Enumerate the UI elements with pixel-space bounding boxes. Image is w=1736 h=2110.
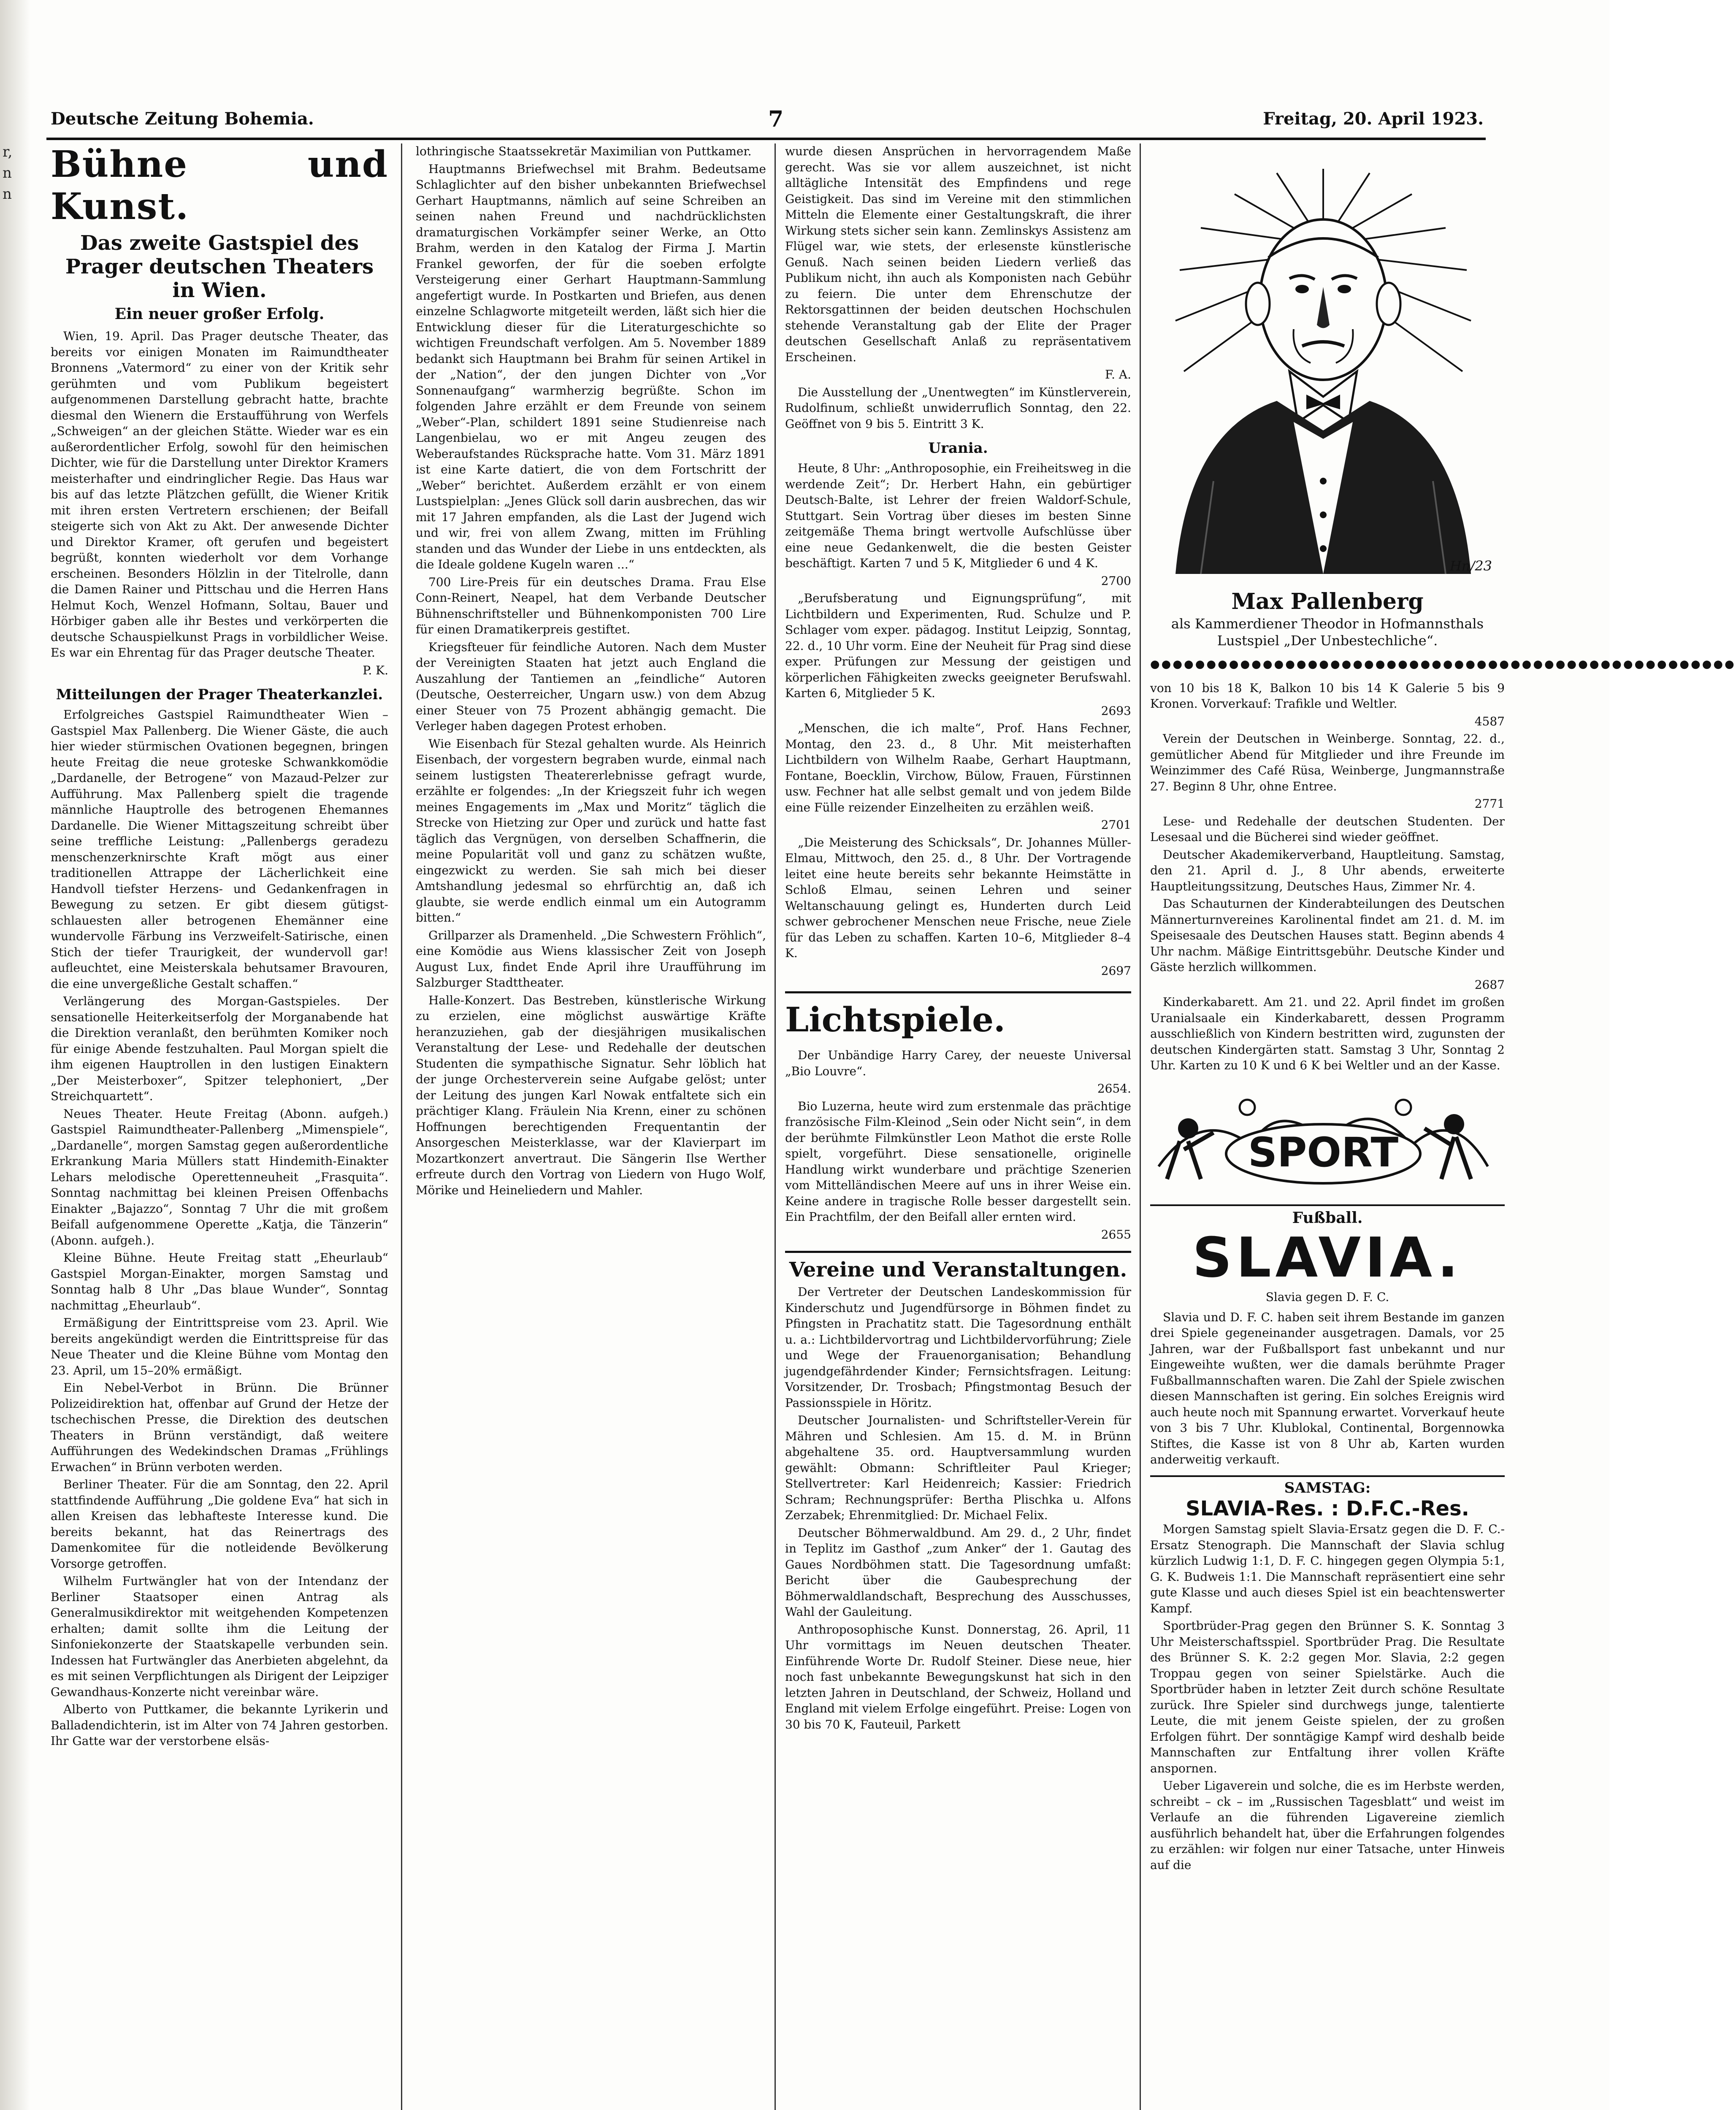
page-number: 7 xyxy=(768,106,784,132)
article-paragraph: lothringische Staatssekretär Maximilian von Puttkamer. xyxy=(416,144,752,158)
caricature-drawing xyxy=(1150,160,1496,582)
article-paragraph: Die Ausstellung der „Unentwegten“ im Künstlerverein, Rudolfinum, schließt unwiderruflich Sonntag, den 22. Geöffnet von 9 bis 5. Eintritt 3 K. xyxy=(785,385,1131,431)
article-signature: F. A. xyxy=(1105,368,1131,381)
article-paragraph: Sportbrüder-Prag gegen den Brünner S. K. Sonntag 3 Uhr Meisterschaftsspiel. Sportbrüder Prag. Die Resultate des Brünner S. K. 2:2 gegen Mor. Slavia, 2:2 gegen Troppau gegen von seiner Spielstärke. Auch die Sportbrüder haben in letzter Zeit durch schöne Resultate zurück. Ihre Spieler sind durchwegs junge, talentierte Leute, die mit jenem Geiste spielen, der zu großen Erfolgen führt. Der sonntägige Kampf wird deshalb beide Mannschaften zur Entfaltung ihrer vollen Kräfte anspornen. xyxy=(1150,1619,1505,1775)
match-headline: SLAVIA-Res. : D.F.C.-Res. xyxy=(1186,1497,1469,1520)
article-paragraph: von 10 bis 18 K, Balkon 10 bis 14 K Galerie 5 bis 9 Kronen. Vorverkauf: Trafikle und Weltler. xyxy=(1150,681,1505,711)
ad-number: 2655 xyxy=(1101,1227,1131,1242)
article-paragraph: Anthroposophische Kunst. Donnerstag, 26. April, 11 Uhr vormittags im Neuen deutschen Theater. Einführende Worte Dr. Rudolf Steiner. Diese neue, hier noch fast unbekannte Bewegungskunst hat sich in den letzten Jahren in Deutschland, der Schweiz, Holland und England mit vielem Erfolge eingeführt. Preise: Logen von 30 bis 70 K, Fauteuil, Parkett xyxy=(785,1622,1131,1731)
article-paragraph: Wien, 19. April. Das Prager deutsche Theater, das bereits vor einigen Monaten im Raimundtheater Bronnens „Vatermord“ zu einer von der Kritik sehr gerühmten und vom Publikum begeistert aufgenommenen Darstellung gebracht hatte, brachte diesmal den Wienern die Erstaufführung von Werfels „Schweigen“ an der gleichen Stätte. Wieder war es ein außerordentlicher Erfolg, sowohl für den heimischen Dichter, wie für die Darstellung unter Direktor Kramers meisterhafter und eindringlicher Regie. Das Haus war bis auf das letzte Plätzchen gefüllt, die Wiener Kritik mit ihren ersten Vertretern erschienen; der Beifall steigerte sich von Akt zu Akt. Der anwesende Dichter und Direktor Kramer, oft gerufen und begeistert begrüßt, konnten wiederholt vor dem Vorhange erscheinen. Besonders Hölzlin in der Titelrolle, dann die Damen Rainer und Pittschau und die Herren Hans Helmut Koch, Wenzel Hofmann, Soltau, Bauer und Hörbiger gaben alle ihr Bestes und verkörperten die deutsche Schauspielkunst Prags in vorbildlicher Weise. Es war ein Ehrentag für das Prager deutsche Theater. xyxy=(51,329,388,660)
article-paragraph: Wie Eisenbach für Stezal gehalten wurde. Als Heinrich Eisenbach, der vorgestern begraben wurde, einmal nach seinem lustigsten Theatererlebnisse gefragt wurde, erzählte er folgendes: „In der Kriegszeit fuhr ich wegen meines Engagements im „Max und Moritz“ täglich die Strecke von Hietzing zur Oper und zurück und hatte fast täglich das Vergnügen, von derselben Schaffnerin, die meine Popularität voll und ganz zu schätzen wußte, eingezwickt zu werden. Sie sah mich bei dieser Amtshandlung jedesmal so ehrfürchtig an, daß ich glaubte, sie werde endlich einmal um ein Autogramm bitten.“ xyxy=(416,736,766,925)
article-paragraph: „Berufsberatung und Eignungsprüfung“, mit Lichtbildern und Experimenten, Rud. Schulze und P. Schlager vom exper. pädagog. Institut Leipzig, Sonntag, 22. d., 10 Uhr vorm. Eine der Neuheit für Prag sind diese exper. Prüfungen zur Messung der geistigen und körperlichen Fähigkeiten zwecks geeigneter Berufswahl. Karten 6, Mitglieder 5 K. xyxy=(785,591,1131,700)
artist-signature: Hn/23 xyxy=(1449,557,1492,574)
article-paragraph: Slavia und D. F. C. haben seit ihrem Bestande im ganzen drei Spiele gegeneinander ausgetragen. Damals, vor 25 Jahren, war der Fußballsport fast unbekannt und nur Eingeweihte wußten, wer die damals berühmte Prager Fußballmannschaften waren. Die Zahl der Spiele zwischen diesen Mannschaften ist gering. Ein solches Ereignis wird auch heute noch mit Spannung erwartet. Vorverkauf heute von 3 bis 7 Uhr. Klublokal, Continental, Borgennowka Stiftes, die Kasse ist von 8 Uhr ab, Karten wurden anderweitig verkauft. xyxy=(1150,1310,1505,1466)
article-paragraph: Deutscher Journalisten- und Schriftsteller-Verein für Mähren und Schlesien. Am 15. d. M. in Brünn abgehaltene 35. ord. Hauptversammlung wurden gewählt: Obmann: Schriftleiter Paul Krieger; Stellvertreter: Karl Heidenreich; Kassier: Friedrich Schram; Rechnungsprüfer: Bertha Plischka u. Alfons Zerzabek; Ehrenmitglied: Dr. Michael Felix. xyxy=(785,1413,1131,1522)
article-paragraph: Halle-Konzert. Das Bestreben, künstlerische Wirkung zu erzielen, eine möglichst auswärtige Kräfte heranzuziehen, gab der diesjährigen musikalischen Veranstaltung der Lese- und Redehalle der deutschen Studenten die sympathische Signatur. Sehr löblich hat der junge Orchesterverein seine Aufgabe gelöst; unter der Leitung des jungen Karl Nowak entfaltete sich ein prächtiger Klang. Fräulein Nia Krenn, einer zu schönen Hoffnungen berechtigenden Frequentantin der Ansorgeschen Meisterklasse, war der Klavierpart im Mozartkonzert anvertraut. Die Sängerin Ilse Werther erfreute durch den Vortrag von Liedern von Hugo Wolf, Mörike und Heineliedern und Mahler. xyxy=(416,993,766,1197)
article-paragraph: Erfolgreiches Gastspiel Raimundtheater Wien – Gastspiel Max Pallenberg. Die Wiener Gäste, die auch hier wieder stürmischen Ovationen begegnen, bringen heute Freitag die neue groteske Schwankkomödie „Dardanelle, der Betrogene“ von Mazaud-Pelzer zur Aufführung. Max Pallenberg spielt die tragende männliche Hauptrolle des betrogenen Ehemannes Dardanelle. Die Wiener Mittagszeitung schreibt über seine treffliche Leistung: „Pallenbergs geradezu menschenzerknirschte Kraft mögt aus einer traditionellen Attrappe der Lächerlichkeit eine Handvoll tiefster Herzens- und Gedankenfragen in Bewegung zu setzen. Er gibt diesem gütigst-schlauesten aller betrogenen Ehemänner eine wundervolle Färbung ins Verzweifelt-Satirische, einen Stich der tiefer Traurigkeit, der wundervoll gar! aufleuchtet, eine Meisterskala behutsamer Bravouren, die eine unvergeßliche Gestalt schaffen.“ xyxy=(51,708,388,991)
column-3 xyxy=(785,143,1131,2110)
lichtspiele-heading: Lichtspiele. xyxy=(785,991,1131,1039)
sport-banner-illustration xyxy=(1150,1082,1496,1196)
ad-number: 2771 xyxy=(1474,797,1505,811)
caricature-caption-role: als Kammerdiener Theodor in Hofmannsthals Lustspiel „Der Unbestechliche“. xyxy=(1171,616,1484,649)
article-paragraph: Bio Luzerna, heute wird zum erstenmale das prächtige französische Film-Kleinod „Sein oder Nicht sein“, in dem der berühmte Filmkünstler Leon Mathot die erste Rolle spielt, vorgeführt. Diese sensationelle, originelle Handlung wirkt wunderbare und prächtige Szenerien vom Mittelländischen Meere auf uns in ihrer Weise ein. Keine andere in tragische Rolle besser dargestellt sein. Ein Prachtfilm, der den Beifall aller ernten wird. xyxy=(785,1099,1131,1224)
article-paragraph: Ueber Ligaverein und solche, die es im Herbste werden, schreibt – ck – im „Russischen Tagesblatt“ und weist im Verlaufe an die führenden Ligavereine ziemlich ausführlich behandelt hat, über die Erfahrungen folgendes zu erzählen: wir folgen nur einer Tatsache, unter Hinweis auf die xyxy=(1150,1779,1505,1872)
caricature-caption-name: Max Pallenberg xyxy=(1231,589,1424,614)
column-2 xyxy=(416,143,766,2110)
article-paragraph: Heute, 8 Uhr: „Anthroposophie, ein Freiheitsweg in die werdende Zeit“; Dr. Herbert Hahn, ein gebürtiger Deutsch-Balte, ist Lehrer der freien Waldorf-Schule, Stuttgart. Sein Vortrag über dieses im besten Sinne zeitgemäße Thema bringt wertvolle Aufschlüsse über eine neue Gedankenwelt, die die besten Geister beschäftigt. Karten 7 und 5 K, Mitglieder 6 und 4 K. xyxy=(785,461,1131,570)
article-paragraph: Berliner Theater. Für die am Sonntag, den 22. April stattfindende Aufführung „Die goldene Eva“ hat sich in allen Kreisen das lebhafteste Interesse kund. Die bereits bekannt, hat das Reinertrags des Damenkomitee für die notleidende Bevölkerung Vorsorge getroffen. xyxy=(51,1477,388,1571)
article-paragraph: Neues Theater. Heute Freitag (Abonn. aufgeh.) Gastspiel Raimundtheater-Pallenberg „Mimenspiele“, „Dardanelle“, morgen Samstag gegen außerordentliche Erkrankung Maria Müllers statt Hindemith-Einakter Lehars melodische Operettenneuheit „Frasquita“. Sonntag nachmittag bei kleinen Preisen Offenbachs Einakter „Bajazzo“, Sonntag 7 Uhr die mit großem Beifall aufgenommene Operette „Katja, die Tänzerin“ (Abonn. aufgeh.). xyxy=(51,1106,388,1247)
article-paragraph: Deutscher Böhmerwaldbund. Am 29. d., 2 Uhr, findet in Teplitz im Gasthof „zum Anker“ der 1. Gautag des Gaues Nordböhmen statt. Die Tagesordnung umfaßt: Bericht über die Gaubesprechung der Böhmerwaldlandschaft, Besprechung des Ausschusses, Wahl der Gauleitung. xyxy=(785,1526,1131,1619)
article-paragraph: Kleine Bühne. Heute Freitag statt „Eheurlaub“ Gastspiel Morgan-Einakter, morgen Samstag und Sonntag halb 8 Uhr „Das blaue Wunder“, Sonntag nachmittag „Eheurlaub“. xyxy=(51,1251,388,1312)
article-paragraph: wurde diesen Ansprüchen in hervorragendem Maße gerecht. Was sie vor allem auszeichnet, ist nicht alltägliche Intensität des Empfindens und rege Geistigkeit. Das sind im Vereine mit den stimmlichen Mitteln die Elemente einer Gestaltungskraft, die ihrer Wirkung stets sicher sein kann. Zemlinskys Assistenz am Flügel war, wie stets, der erlesenste künstlerische Genuß. Nach seinen beiden Liedern verließ das Publikum nicht, ihn auch als Komponisten nach Gebühr zu feiern. Die unter dem Ehrenschutze der Rektorsgattinnen der beiden deutschen Hochschulen stehende Veranstaltung gab der Elite der Prager deutschen Gesellschaft Anlaß zu repräsentativem Erscheinen. xyxy=(785,144,1131,364)
page-header xyxy=(51,106,1484,134)
ad-number: 2701 xyxy=(1101,818,1131,832)
binding-mark: n xyxy=(3,165,12,181)
samstag-heading: SAMSTAG: xyxy=(1150,1475,1505,1496)
article-subtitle: Ein neuer großer Erfolg. xyxy=(114,305,325,323)
article-paragraph: Hauptmanns Briefwechsel mit Brahm. Bedeutsame Schlaglichter auf den bisher unbekannten Briefwechsel Gerhart Hauptmanns, nämlich auf seine Schreiben an seinen nahen Freund und nachdrücklichsten dramaturgischen Vorkämpfer seiner Werke, an Otto Brahm, werden in den Katalog der Firma J. Martin Frankel geworfen, der für die soeben erfolgte Versteigerung einer Gerhart Hauptmann-Sammlung angefertigt wurde. In Postkarten und Briefen, aus denen einzelne Schlagworte mitgeteilt werden, läßt sich hier die Entwicklung dieser für die Literaturgeschichte so wichtigen Freundschaft verfolgen. Am 5. November 1889 bedankt sich Hauptmann bei Brahm für seinen Artikel in der „Nation“, der den jungen Dichter von „Vor Sonnenaufgang“ warmherzig begrüßte. Schon im folgenden Jahre erzählt er dem Freunde von seinem „Weber“-Plan, schildert 1891 seine Studienreise nach Langenbielau, wo er mit Angeu zeugen des Weberaufstandes Rücksprache hatte. Vom 31. März 1891 ist eine Karte datiert, die von dem Fortschritt der „Weber“ berichtet. Außerdem erzählt er von einem Lustspielplan: „Jenes Glück soll darin ausbrechen, das wir mit 17 Jahren empfanden, als die Last der Jugend wich und wir, frei von allem Zwang, mitten im Frühling standen und das Wunder der Liebe in uns entdeckten, als die Ideale goldene Kugeln waren ...“ xyxy=(416,162,766,571)
slavia-headline: SLAVIA. xyxy=(1192,1225,1462,1290)
column-1 xyxy=(51,143,388,2110)
binding-mark: r, xyxy=(3,143,13,160)
article-paragraph: Kinderkabarett. Am 21. und 22. April findet im großen Uranialsaale ein Kinderkabarett, dessen Programm ausschließlich von Kindern bestritten wird, zugunsten der deutschen Kindergärten statt. Samstag 3 Uhr, Sonntag 2 Uhr. Karten zu 10 K und 6 K bei Weltler und an der Kasse. xyxy=(1150,995,1505,1072)
article-paragraph: 700 Lire-Preis für ein deutsches Drama. Frau Else Conn-Reinert, Neapel, hat dem Verbande Deutscher Bühnenschriftsteller und Bühnenkomponisten 700 Lire für einen Dramatikerpreis gestiftet. xyxy=(416,575,766,636)
ad-number: 2697 xyxy=(1101,963,1131,978)
column-rule xyxy=(401,143,402,2110)
article-paragraph: Alberto von Puttkamer, die bekannte Lyrikerin und Balladendichterin, ist im Alter von 74 Jahren gestorben. Ihr Gatte war der verstorbene elsäs- xyxy=(51,1702,388,1748)
slavia-subheading: Slavia gegen D. F. C. xyxy=(1265,1290,1389,1304)
section-rule xyxy=(1150,1204,1505,1206)
sport-banner xyxy=(1150,1082,1496,1196)
article-paragraph: Kriegsfteuer für feindliche Autoren. Nach dem Muster der Vereinigten Staaten hat jetzt auch England die Auszahlung der Tantiemen an „feindliche“ Autoren (Deutsche, Oesterreicher, Ungarn usw.) von dem Abzug einer Steuer von 75 Prozent abhängig gemacht. Die Verleger haben dagegen Protest erhoben. xyxy=(416,640,766,733)
article-headline: Das zweite Gastspiel des Prager deutschen Theaters in Wien. xyxy=(65,231,374,302)
sport-banner-label: SPORT xyxy=(1248,1128,1399,1176)
article-paragraph: Ermäßigung der Eintrittspreise vom 23. April. Wie bereits angekündigt werden die Eintrittspreise für das Neue Theater und die Kleine Bühne vom Montag den 23. April, um 15–20% ermäßigt. xyxy=(51,1316,388,1377)
column-4 xyxy=(1150,143,1736,2110)
pallenberg-caricature xyxy=(1150,160,1496,582)
article-paragraph: Verlängerung des Morgan-Gastspieles. Der sensationelle Heiterkeitserfolg der Morganabende hat die Direktion veranlaßt, den berühmten Komiker noch für einige Abende festzuhalten. Paul Morgan spielt die ihm eigenen Hauptrollen in den lustigen Einaktern „Der Meisterboxer“, Spitzer telephoniert, „Der Streichquartett“. xyxy=(51,994,388,1103)
article-paragraph: „Die Meisterung des Schicksals“, Dr. Johannes Müller-Elmau, Mittwoch, den 25. d., 8 Uhr. Der Vortragende leitet eine heute bereits sehr bekannte Heimstätte in Schloß Elmau, seinen Lehren und seiner Weltanschauung gelingt es, Hunderten durch Leid schwer gebrochener Menschen neue Frische, neue Ziele für das Leben zu schaffen. Karten 10–6, Mitglieder 8–4 K. xyxy=(785,835,1131,960)
column-rule xyxy=(1140,143,1141,2110)
fussball-heading: Fußball. xyxy=(1292,1209,1363,1227)
ad-number: 2687 xyxy=(1474,977,1505,992)
dotted-separator: ●●●●●●●●●●●●●●●●●●●●●●●●●●●●●●●●●●●●●●●●●●●●●●●●●●●● xyxy=(1150,658,1736,671)
article-signature: P. K. xyxy=(363,663,388,677)
header-rule xyxy=(46,138,1486,140)
section-title: Bühne und Kunst. xyxy=(51,143,388,228)
article-headline: Mitteilungen der Prager Theaterkanzlei. xyxy=(56,686,383,703)
article-paragraph: Der Unbändige Harry Carey, der neueste Universal „Bio Louvre“. xyxy=(785,1048,1131,1078)
article-paragraph: Verein der Deutschen in Weinberge. Sonntag, 22. d., gemütlicher Abend für Mitglieder und ihre Freunde im Weinzimmer des Café Rüsa, Weinberge, Jungmannstraße 27. Beginn 8 Uhr, ohne Entree. xyxy=(1150,732,1505,793)
article-paragraph: Das Schauturnen der Kinderabteilungen des Deutschen Männerturnvereines Karolinental findet am 21. d. M. im Speisesaale des Deutschen Hauses statt. Beginn abends 4 Uhr nachm. Mäßige Eintrittsgebühr. Deutsche Kinder und Gäste herzlich willkommen. xyxy=(1150,897,1505,974)
ad-number: 2693 xyxy=(1101,703,1131,718)
ad-number: 2700 xyxy=(1101,573,1131,588)
issue-date: Freitag, 20. April 1923. xyxy=(1263,109,1484,129)
binding-mark: n xyxy=(3,186,12,203)
ad-number: 2654. xyxy=(1097,1082,1131,1096)
article-paragraph: Deutscher Akademikerverband, Hauptleitung. Samstag, den 21. April d. J., 8 Uhr abends, erweiterte Hauptleitungssitzung, Deutsches Haus, Zimmer Nr. 4. xyxy=(1150,847,1505,893)
article-paragraph: Lese- und Redehalle der deutschen Studenten. Der Lesesaal und die Bücherei sind wieder geöffnet. xyxy=(1150,814,1505,844)
article-paragraph: „Menschen, die ich malte“, Prof. Hans Fechner, Montag, den 23. d., 8 Uhr. Mit meisterhaften Lichtbildern von Wilhelm Raabe, Gerhart Hauptmann, Fontane, Boecklin, Virchow, Bülow, Frauen, Fürstinnen usw. Fechner hat alle selbst gemalt und von jedem Bilde eine Fülle reizender Einzelheiten zu erzählen weiß. xyxy=(785,721,1131,814)
article-paragraph: Der Vertreter der Deutschen Landeskommission für Kinderschutz und Jugendfürsorge in Böhmen findet zu Pfingsten in Prachatitz statt. Die Tagesordnung enthält u. a.: Lichtbildervortrag und Lichtbildervorführung; Ziele und Wege der Frauenorganisation; Behandlung jugendgefährdender Kinder; Fernsichtsfragen. Leitung: Vorsitzender, Dr. Trosbach; Pfingstmontag Besuch der Passionsspiele in Höritz. xyxy=(785,1285,1131,1410)
page-binding-edge xyxy=(0,0,30,2110)
article-paragraph: Grillparzer als Dramenheld. „Die Schwestern Fröhlich“, eine Komödie aus Wiens klassischer Zeit von Joseph August Lux, findet Ende April ihre Uraufführung im Salzburger Stadttheater. xyxy=(416,928,766,990)
ad-number: 4587 xyxy=(1474,714,1505,728)
article-paragraph: Ein Nebel-Verbot in Brünn. Die Brünner Polizeidirektion hat, offenbar auf Grund der Hetze der tschechischen Presse, die Direktion des deutschen Theaters in Brünn verständigt, daß weitere Aufführungen des Wedekindschen Dramas „Frühlings Erwachen“ in Brünn verboten werden. xyxy=(51,1381,388,1474)
urania-heading: Urania. xyxy=(928,440,988,457)
paper-name: Deutsche Zeitung Bohemia. xyxy=(51,109,314,129)
article-paragraph: Morgen Samstag spielt Slavia-Ersatz gegen die D. F. C.-Ersatz Stenograph. Die Mannschaft der Slavia schlug kürzlich Ludwig 1:1, D. F. C. hingegen gegen Olympia 5:1, G. K. Budweis 1:1. Die Mannschaft repräsentiert eine sehr gute Klasse und auch dieses Spiel ist ein beachtenswerter Kampf. xyxy=(1150,1522,1505,1615)
article-paragraph: Wilhelm Furtwängler hat von der Intendanz der Berliner Staatsoper einen Antrag als Generalmusikdirektor mit weitgehenden Kompetenzen erhalten; damit sollte ihm die Leitung der Sinfoniekonzerte der Staatskapelle verbunden sein. Indessen hat Furtwängler das Anerbieten abgelehnt, da es mit seinen Verpflichtungen als Dirigent der Leipziger Gewandhaus-Konzerte nicht vereinbar wäre. xyxy=(51,1574,388,1699)
column-rule xyxy=(775,143,776,2110)
vereine-heading: Vereine und Veranstaltungen. xyxy=(785,1251,1131,1282)
